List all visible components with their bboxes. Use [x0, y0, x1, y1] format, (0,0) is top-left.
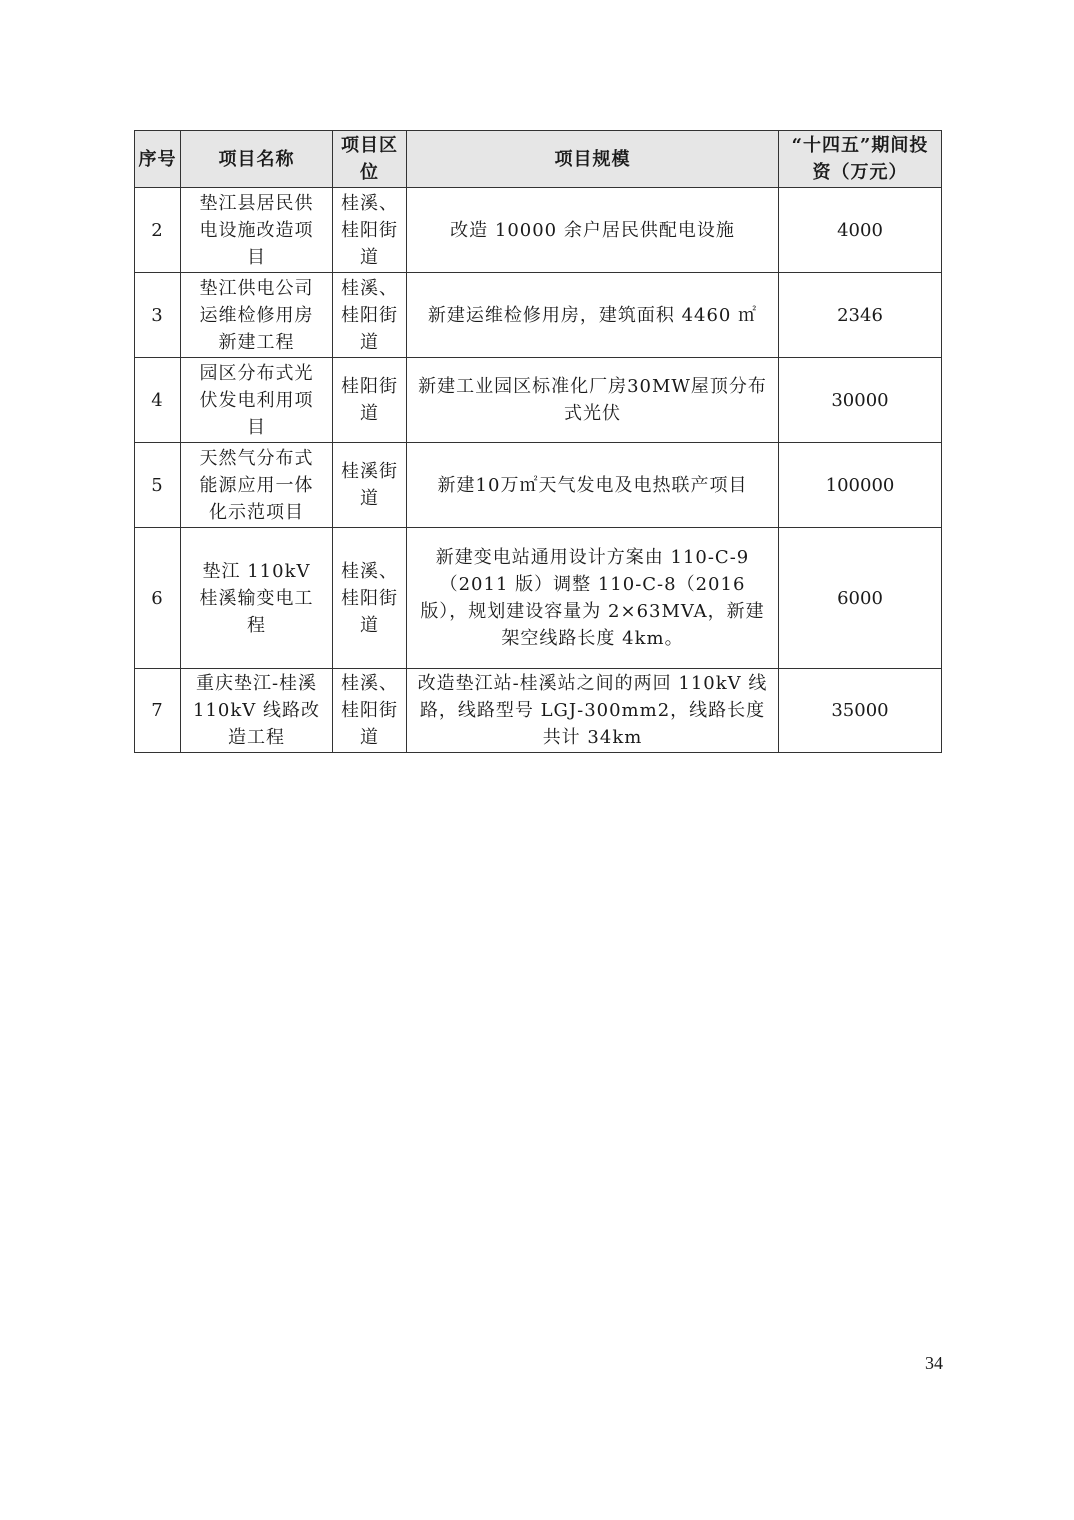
table-row	[135, 273, 942, 358]
cell-location: 桂溪、桂阳街道	[333, 528, 407, 669]
header-seq: 序号	[135, 131, 181, 188]
cell-seq: 5	[135, 443, 181, 528]
table-row	[135, 528, 942, 669]
cell-project-name: 垫江 110kV 桂溪输变电工程	[181, 528, 333, 669]
cell-project-name: 垫江供电公司运维检修用房新建工程	[181, 273, 333, 358]
cell-seq: 3	[135, 273, 181, 358]
cell-project-name: 垫江县居民供电设施改造项目	[181, 188, 333, 273]
table-row	[135, 188, 942, 273]
cell-location: 桂溪、桂阳街道	[333, 273, 407, 358]
cell-scale: 改造 10000 余户居民供配电设施	[407, 188, 779, 273]
cell-seq: 2	[135, 188, 181, 273]
header-scale: 项目规模	[407, 131, 779, 188]
cell-scale: 新建运维检修用房，建筑面积 4460 ㎡	[407, 273, 779, 358]
cell-seq: 6	[135, 528, 181, 669]
cell-scale: 改造垫江站-桂溪站之间的两回 110kV 线路，线路型号 LGJ-300mm2，线路长度共计 34km	[407, 669, 779, 753]
table-header-row	[135, 131, 942, 188]
table-row	[135, 443, 942, 528]
cell-location: 桂溪街道	[333, 443, 407, 528]
table-row	[135, 358, 942, 443]
header-location: 项目区位	[333, 131, 407, 188]
cell-location: 桂溪、桂阳街道	[333, 188, 407, 273]
page-number: 34	[925, 1353, 943, 1373]
header-investment: “十四五”期间投资（万元）	[779, 131, 942, 188]
project-table	[134, 130, 942, 753]
cell-scale: 新建工业园区标准化厂房30MW屋顶分布式光伏	[407, 358, 779, 443]
table-row	[135, 669, 942, 753]
cell-investment: 4000	[779, 188, 942, 273]
cell-project-name: 天然气分布式能源应用一体化示范项目	[181, 443, 333, 528]
cell-investment: 100000	[779, 443, 942, 528]
cell-seq: 7	[135, 669, 181, 753]
cell-investment: 35000	[779, 669, 942, 753]
cell-investment: 6000	[779, 528, 942, 669]
cell-location: 桂阳街道	[333, 358, 407, 443]
cell-location: 桂溪、桂阳街道	[333, 669, 407, 753]
header-name: 项目名称	[181, 131, 333, 188]
cell-investment: 30000	[779, 358, 942, 443]
cell-investment: 2346	[779, 273, 942, 358]
cell-project-name: 园区分布式光伏发电利用项目	[181, 358, 333, 443]
cell-scale: 新建10万㎡天气发电及电热联产项目	[407, 443, 779, 528]
cell-scale: 新建变电站通用设计方案由 110-C-9（2011 版）调整 110-C-8（2016 版），规划建设容量为 2×63MVA，新建架空线路长度 4km。	[407, 528, 779, 669]
cell-project-name: 重庆垫江-桂溪 110kV 线路改造工程	[181, 669, 333, 753]
cell-seq: 4	[135, 358, 181, 443]
